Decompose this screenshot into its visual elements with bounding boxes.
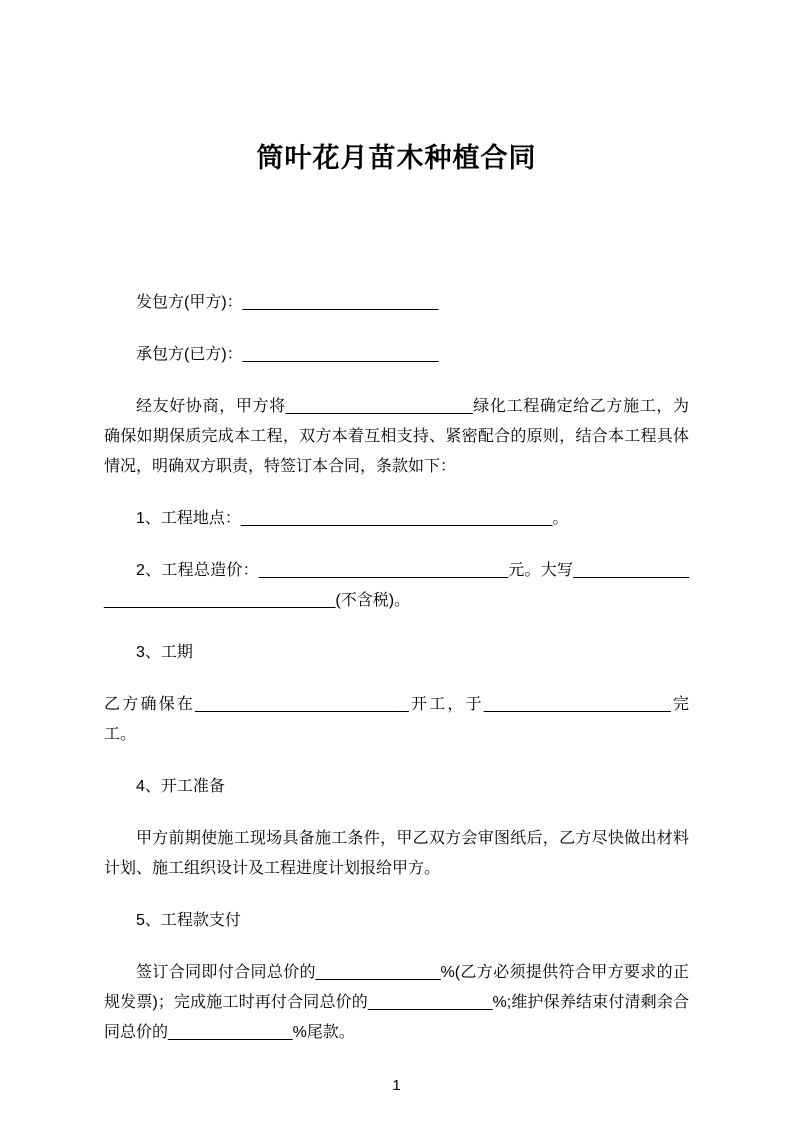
clause-1-location: 1、工程地点：___________________________________。 [136,510,569,527]
clause-4-heading: 4、开工准备 [136,778,225,795]
party-a-line: 发包方(甲方)：______________________ [136,294,439,311]
document-title-text: 筒叶花月苗木种植合同 [256,143,537,173]
party-b-line: 承包方(已方)：______________________ [136,346,439,363]
document-title [104,140,689,176]
clause-5-heading: 5、工程款支付 [136,912,241,929]
clause-4-body: 甲方前期使施工现场具备施工条件，甲乙双方会审图纸后，乙方尽快做出材料计划、施工组织设计及工程进度计划报给甲方。 [104,830,689,877]
clause-2-price: 2、工程总造价：____________________________元。大写_______________________________________(不含税)。 [104,562,689,609]
intro-paragraph: 经友好协商，甲方将_____________________绿化工程确定给乙方施工，为确保如期保质完成本工程，双方本着互相支持、紧密配合的原则，结合本工程具体情况，明确双方职责，特签订本合同，条款如下： [104,398,689,475]
clause-3-duration: 乙方确保在________________________开工，于_____________________完工。 [104,696,689,743]
clause-5-body: 签订合同即付合同总价的______________%(乙方必须提供符合甲方要求的正规发票)；完成施工时再付合同总价的______________%;维护保养结束付清剩余合同总价的______________%尾款。 [104,964,689,1041]
clause-3-heading: 3、工期 [136,644,193,661]
page-number: 1 [392,1077,401,1094]
